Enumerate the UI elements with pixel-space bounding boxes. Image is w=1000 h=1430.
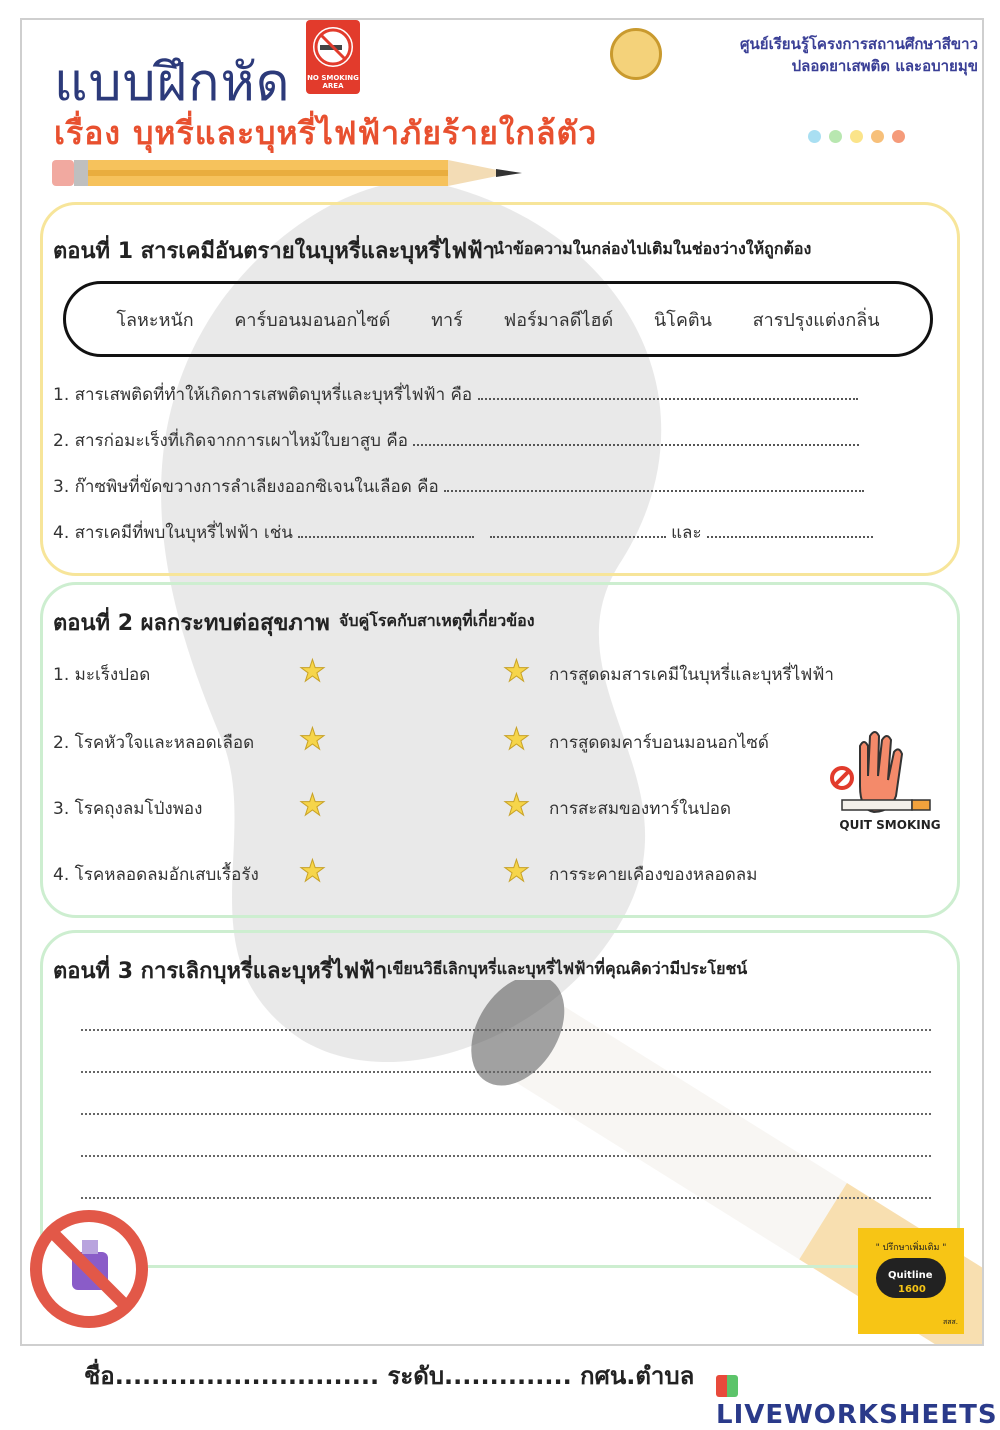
- liveworksheets-brand: [716, 1370, 1000, 1430]
- no-smoking-label: NO SMOKING AREA: [307, 74, 359, 90]
- question-1-text: 1. สารเสพติดที่ทำให้เกิดการเสพติดบุหรี่และบุหรี่ไฟฟ้า คือ: [53, 385, 473, 405]
- answer-blank-1[interactable]: [478, 384, 858, 400]
- disease-1: 1. มะเร็งปอด: [53, 665, 151, 685]
- writing-line-5[interactable]: [81, 1197, 931, 1199]
- quit-smoking-label: QUIT SMOKING: [839, 818, 941, 832]
- dot: [829, 130, 842, 143]
- student-info-line[interactable]: ชื่อ............................. ระดับ.............. กศน.ตำบล: [84, 1362, 695, 1390]
- match-star-right-4[interactable]: ★: [503, 854, 530, 889]
- worksheet: [20, 18, 984, 1346]
- word-bank-item[interactable]: ฟอร์มาลดีไฮด์: [503, 309, 614, 331]
- no-vape-prohibition-icon: [30, 1210, 148, 1328]
- word-bank-item[interactable]: สารปรุงแต่งกลิ่น: [752, 309, 880, 331]
- organization-name-line2: ปลอดยาเสพติด และอบายมุข: [791, 57, 978, 75]
- question-1: [53, 381, 858, 408]
- writing-line-2[interactable]: [81, 1071, 931, 1073]
- question-3: [53, 473, 864, 500]
- decorative-dots: [808, 128, 913, 147]
- quitline-sponsor: สสส.: [942, 1318, 958, 1326]
- section-3-heading: ตอนที่ 3 การเลิกบุหรี่และบุหรี่ไฟฟ้า: [53, 959, 388, 984]
- answer-blank-4a[interactable]: [298, 522, 474, 538]
- organization-name-line1: ศูนย์เรียนรู้โครงการสถานศึกษาสีขาว: [740, 35, 978, 53]
- liveworksheets-logo-icon: [716, 1375, 738, 1397]
- match-star-left-1[interactable]: ★: [299, 654, 326, 689]
- match-star-left-3[interactable]: ★: [299, 788, 326, 823]
- question-4-text: 4. สารเคมีที่พบในบุหรี่ไฟฟ้า เช่น: [53, 523, 293, 543]
- question-3-text: 3. ก๊าซพิษที่ขัดขวางการลำเลียงออกซิเจนในเลือด คือ: [53, 477, 439, 497]
- and-word: และ: [671, 523, 702, 543]
- section-3-box: [40, 930, 960, 1268]
- section-1-box: [40, 202, 960, 576]
- section-2-instruction: จับคู่โรคกับสาเหตุที่เกี่ยวข้อง: [339, 611, 535, 630]
- dot: [850, 130, 863, 143]
- dot: [892, 130, 905, 143]
- writing-line-3[interactable]: [81, 1113, 931, 1115]
- dot: [808, 130, 821, 143]
- match-star-right-3[interactable]: ★: [503, 788, 530, 823]
- word-bank-item[interactable]: ทาร์: [431, 309, 463, 331]
- disease-3: 3. โรคถุงลมโป่งพอง: [53, 799, 203, 819]
- quitline-number: 1600: [898, 1284, 926, 1295]
- quitline-name: Quitline: [888, 1270, 933, 1281]
- quitline-tagline: " ปรึกษาเพิ่มเติม ": [875, 1243, 947, 1253]
- cause-3: การสะสมของทาร์ในปอด: [549, 799, 732, 819]
- page-title: แบบฝึกหัด: [54, 53, 291, 113]
- question-4: [53, 519, 873, 546]
- quitline-badge: [858, 1228, 964, 1334]
- section-1-heading: ตอนที่ 1 สารเคมีอันตรายในบุหรี่และบุหรี่ไฟฟ้า: [53, 239, 495, 264]
- school-seal-logo: [610, 28, 662, 80]
- writing-line-1[interactable]: [81, 1029, 931, 1031]
- section-2-box: [40, 582, 960, 918]
- cause-1: การสูดดมสารเคมีในบุหรี่และบุหรี่ไฟฟ้า: [549, 665, 834, 685]
- section-1-instruction: นำข้อความในกล่องไปเติมในช่องว่างให้ถูกต้อง: [493, 239, 812, 258]
- cause-4: การระคายเคืองของหลอดลม: [549, 865, 758, 885]
- disease-4: 4. โรคหลอดลมอักเสบเรื้อรัง: [53, 865, 259, 885]
- word-bank: [63, 281, 933, 357]
- section-3-instruction: เขียนวิธีเลิกบุหรี่และบุหรี่ไฟฟ้าที่คุณคิดว่ามีประโยชน์: [387, 959, 748, 978]
- match-star-left-4[interactable]: ★: [299, 854, 326, 889]
- word-bank-item[interactable]: คาร์บอนมอนอกไซด์: [234, 309, 391, 331]
- pencil-icon: [52, 156, 532, 190]
- question-2-text: 2. สารก่อมะเร็งที่เกิดจากการเผาไหม้ใบยาสูบ คือ: [53, 431, 408, 451]
- answer-blank-4c[interactable]: [707, 522, 873, 538]
- question-2: [53, 427, 859, 454]
- dot: [871, 130, 884, 143]
- worksheet-subtitle: เรื่อง บุหรี่และบุหรี่ไฟฟ้าภัยร้ายใกล้ตัว: [54, 114, 598, 152]
- no-smoking-sign-icon: [306, 20, 360, 94]
- word-bank-item[interactable]: โลหะหนัก: [116, 309, 194, 331]
- answer-blank-4b[interactable]: [490, 522, 666, 538]
- section-2-heading: ตอนที่ 2 ผลกระทบต่อสุขภาพ: [53, 611, 330, 636]
- cause-2: การสูดดมคาร์บอนมอนอกไซด์: [549, 733, 769, 753]
- liveworksheets-text: LIVEWORKSHEETS: [716, 1400, 998, 1430]
- word-bank-item[interactable]: นิโคติน: [653, 309, 712, 331]
- answer-blank-3[interactable]: [444, 476, 864, 492]
- answer-blank-2[interactable]: [413, 430, 859, 446]
- disease-2: 2. โรคหัวใจและหลอดเลือด: [53, 733, 255, 753]
- match-star-right-2[interactable]: ★: [503, 722, 530, 757]
- match-star-left-2[interactable]: ★: [299, 722, 326, 757]
- match-star-right-1[interactable]: ★: [503, 654, 530, 689]
- writing-line-4[interactable]: [81, 1155, 931, 1157]
